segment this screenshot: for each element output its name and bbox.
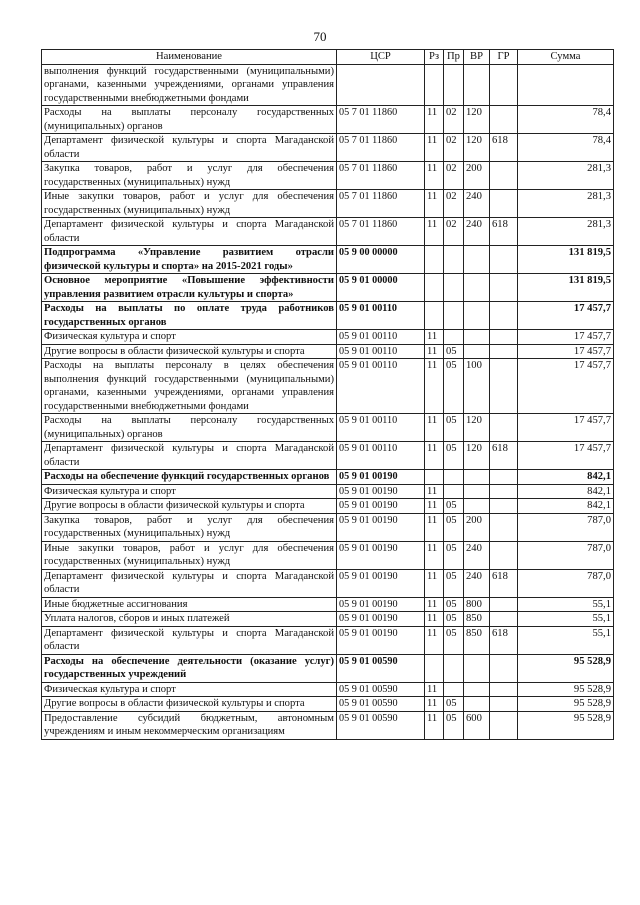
table-row: [42, 246, 614, 274]
cell-sum: 131 819,5: [518, 274, 614, 302]
cell-gr: [490, 470, 518, 485]
cell-gr: 618: [490, 569, 518, 597]
cell-name: Департамент физической культуры и спорта Магаданской области: [42, 218, 337, 246]
cell-sum: 55,1: [518, 597, 614, 612]
cell-pr: 05: [444, 541, 464, 569]
cell-pr: [444, 302, 464, 330]
cell-pr: 05: [444, 344, 464, 359]
column-header-csr: ЦСР: [337, 50, 425, 65]
page-number: 70: [313, 29, 327, 44]
cell-vr: [464, 302, 490, 330]
cell-sum: 78,4: [518, 134, 614, 162]
cell-pr: 02: [444, 106, 464, 134]
cell-pr: 02: [444, 218, 464, 246]
cell-gr: [490, 697, 518, 712]
cell-name: Подпрограмма «Управление развитием отрасли физической культуры и спорта» на 2015-2021 годы»: [42, 246, 337, 274]
cell-vr: 240: [464, 541, 490, 569]
cell-pr: 05: [444, 597, 464, 612]
cell-sum: 95 528,9: [518, 654, 614, 682]
table-row: [42, 190, 614, 218]
table-row: [42, 218, 614, 246]
cell-name: Расходы на выплаты по оплате труда работников государственных органов: [42, 302, 337, 330]
cell-rz: [425, 654, 444, 682]
column-header-sum: Сумма: [518, 50, 614, 65]
cell-csr: 05 9 00 00000: [337, 246, 425, 274]
cell-csr: 05 9 01 00190: [337, 597, 425, 612]
cell-pr: 05: [444, 711, 464, 739]
cell-vr: [464, 344, 490, 359]
cell-name: Департамент физической культуры и спорта Магаданской области: [42, 626, 337, 654]
cell-vr: 200: [464, 162, 490, 190]
cell-name: Иные бюджетные ассигнования: [42, 597, 337, 612]
cell-vr: 100: [464, 359, 490, 414]
table-row: [42, 654, 614, 682]
cell-pr: 02: [444, 134, 464, 162]
cell-name: Расходы на выплаты персоналу государственных (муниципальных) органов: [42, 414, 337, 442]
table-row: [42, 484, 614, 499]
table-row: [42, 330, 614, 345]
cell-name: Департамент физической культуры и спорта Магаданской области: [42, 442, 337, 470]
cell-pr: 05: [444, 513, 464, 541]
cell-sum: 95 528,9: [518, 682, 614, 697]
cell-gr: [490, 64, 518, 106]
cell-rz: 11: [425, 359, 444, 414]
cell-gr: [490, 330, 518, 345]
table-row: [42, 470, 614, 485]
cell-sum: 17 457,7: [518, 330, 614, 345]
table-row: [42, 274, 614, 302]
cell-csr: 05 9 01 00190: [337, 541, 425, 569]
cell-vr: 240: [464, 569, 490, 597]
cell-pr: 02: [444, 162, 464, 190]
cell-gr: [490, 302, 518, 330]
cell-name: Иные закупки товаров, работ и услуг для обеспечения государственных (муниципальных) нужд: [42, 541, 337, 569]
cell-gr: [490, 499, 518, 514]
cell-rz: 11: [425, 541, 444, 569]
cell-vr: [464, 274, 490, 302]
budget-table: [41, 49, 614, 740]
cell-rz: 11: [425, 162, 444, 190]
cell-rz: 11: [425, 513, 444, 541]
cell-name: Другие вопросы в области физической культуры и спорта: [42, 697, 337, 712]
cell-gr: [490, 682, 518, 697]
cell-pr: 05: [444, 569, 464, 597]
cell-pr: [444, 484, 464, 499]
cell-sum: 17 457,7: [518, 414, 614, 442]
cell-gr: [490, 359, 518, 414]
table-row: [42, 344, 614, 359]
cell-csr: 05 7 01 11860: [337, 190, 425, 218]
cell-vr: [464, 330, 490, 345]
cell-gr: [490, 106, 518, 134]
cell-name: Расходы на выплаты персоналу государственных (муниципальных) органов: [42, 106, 337, 134]
cell-gr: [490, 414, 518, 442]
cell-sum: 787,0: [518, 513, 614, 541]
cell-rz: 11: [425, 484, 444, 499]
cell-csr: 05 9 01 00190: [337, 484, 425, 499]
cell-gr: [490, 513, 518, 541]
cell-sum: 55,1: [518, 612, 614, 627]
cell-pr: 02: [444, 190, 464, 218]
cell-gr: [490, 711, 518, 739]
cell-pr: [444, 682, 464, 697]
cell-name: Физическая культура и спорт: [42, 682, 337, 697]
cell-vr: 120: [464, 414, 490, 442]
cell-pr: [444, 64, 464, 106]
cell-vr: 850: [464, 626, 490, 654]
cell-rz: 11: [425, 330, 444, 345]
cell-csr: 05 9 01 00590: [337, 654, 425, 682]
table-row: [42, 162, 614, 190]
cell-csr: 05 9 01 00190: [337, 569, 425, 597]
cell-gr: [490, 654, 518, 682]
cell-gr: 618: [490, 626, 518, 654]
table-row: [42, 302, 614, 330]
cell-name: выполнения функций государственными (муниципальными) органами, казенными учреждениями, органами управления государственными внебюджетными фондами: [42, 64, 337, 106]
cell-rz: 11: [425, 626, 444, 654]
cell-name: Физическая культура и спорт: [42, 484, 337, 499]
cell-gr: [490, 162, 518, 190]
cell-pr: [444, 654, 464, 682]
cell-name: Другие вопросы в области физической культуры и спорта: [42, 344, 337, 359]
cell-pr: [444, 330, 464, 345]
cell-pr: 05: [444, 612, 464, 627]
cell-vr: [464, 697, 490, 712]
table-row: [42, 134, 614, 162]
cell-rz: 11: [425, 499, 444, 514]
cell-gr: [490, 541, 518, 569]
cell-vr: [464, 484, 490, 499]
table-row: [42, 106, 614, 134]
cell-gr: [490, 597, 518, 612]
column-header-vr: ВР: [464, 50, 490, 65]
cell-name: Расходы на обеспечение деятельности (оказание услуг) государственных учреждений: [42, 654, 337, 682]
cell-gr: 618: [490, 134, 518, 162]
table-row: [42, 359, 614, 414]
cell-rz: 11: [425, 106, 444, 134]
cell-vr: [464, 654, 490, 682]
cell-name: Департамент физической культуры и спорта Магаданской области: [42, 134, 337, 162]
cell-vr: [464, 470, 490, 485]
cell-rz: 11: [425, 344, 444, 359]
cell-pr: 05: [444, 499, 464, 514]
cell-name: Расходы на выплаты персоналу в целях обеспечения выполнения функций государственными (муниципальными) органами, казенными учреждениями, органами управления государственными внебюджетными фондами: [42, 359, 337, 414]
cell-gr: 618: [490, 218, 518, 246]
cell-sum: [518, 64, 614, 106]
table-row: [42, 414, 614, 442]
cell-rz: 11: [425, 134, 444, 162]
cell-gr: [490, 274, 518, 302]
table-row: [42, 697, 614, 712]
table-header-row: [42, 50, 614, 65]
table-row: [42, 64, 614, 106]
cell-csr: [337, 64, 425, 106]
cell-rz: 11: [425, 569, 444, 597]
cell-rz: 11: [425, 414, 444, 442]
cell-vr: 850: [464, 612, 490, 627]
cell-name: Основное мероприятие «Повышение эффективности управления развитием отрасли культуры и спорта»: [42, 274, 337, 302]
cell-sum: 17 457,7: [518, 359, 614, 414]
cell-csr: 05 9 01 00190: [337, 499, 425, 514]
cell-csr: 05 9 01 00110: [337, 302, 425, 330]
cell-name: Департамент физической культуры и спорта Магаданской области: [42, 569, 337, 597]
cell-vr: [464, 682, 490, 697]
cell-vr: 120: [464, 106, 490, 134]
column-header-name: Наименование: [42, 50, 337, 65]
cell-sum: 281,3: [518, 218, 614, 246]
cell-csr: 05 9 01 00110: [337, 359, 425, 414]
cell-csr: 05 9 01 00190: [337, 513, 425, 541]
cell-csr: 05 9 01 00110: [337, 344, 425, 359]
cell-csr: 05 9 01 00190: [337, 470, 425, 485]
table-row: [42, 541, 614, 569]
cell-sum: 95 528,9: [518, 711, 614, 739]
table-row: [42, 442, 614, 470]
table-row: [42, 711, 614, 739]
cell-gr: [490, 344, 518, 359]
table-row: [42, 612, 614, 627]
cell-vr: 600: [464, 711, 490, 739]
cell-csr: 05 7 01 11860: [337, 134, 425, 162]
cell-sum: 17 457,7: [518, 344, 614, 359]
cell-vr: 240: [464, 218, 490, 246]
cell-pr: [444, 274, 464, 302]
table-row: [42, 513, 614, 541]
cell-pr: 05: [444, 359, 464, 414]
column-header-gr: ГР: [490, 50, 518, 65]
cell-name: Закупка товаров, работ и услуг для обеспечения государственных (муниципальных) нужд: [42, 513, 337, 541]
cell-csr: 05 9 01 00590: [337, 711, 425, 739]
cell-vr: 800: [464, 597, 490, 612]
cell-rz: 11: [425, 682, 444, 697]
cell-sum: 787,0: [518, 541, 614, 569]
cell-sum: 842,1: [518, 499, 614, 514]
table-row: [42, 626, 614, 654]
cell-sum: 17 457,7: [518, 442, 614, 470]
cell-vr: [464, 246, 490, 274]
cell-sum: 281,3: [518, 190, 614, 218]
cell-name: Иные закупки товаров, работ и услуг для обеспечения государственных (муниципальных) нужд: [42, 190, 337, 218]
cell-rz: 11: [425, 442, 444, 470]
cell-name: Расходы на обеспечение функций государственных органов: [42, 470, 337, 485]
cell-name: Уплата налогов, сборов и иных платежей: [42, 612, 337, 627]
cell-rz: [425, 470, 444, 485]
cell-rz: [425, 302, 444, 330]
cell-pr: 05: [444, 442, 464, 470]
cell-sum: 787,0: [518, 569, 614, 597]
cell-name: Другие вопросы в области физической культуры и спорта: [42, 499, 337, 514]
cell-sum: 131 819,5: [518, 246, 614, 274]
cell-vr: [464, 64, 490, 106]
cell-sum: 281,3: [518, 162, 614, 190]
cell-gr: 618: [490, 442, 518, 470]
cell-csr: 05 9 01 00110: [337, 414, 425, 442]
cell-csr: 05 9 01 00590: [337, 697, 425, 712]
table-row: [42, 499, 614, 514]
cell-gr: [490, 612, 518, 627]
cell-name: Закупка товаров, работ и услуг для обеспечения государственных (муниципальных) нужд: [42, 162, 337, 190]
cell-sum: 842,1: [518, 484, 614, 499]
cell-pr: 05: [444, 414, 464, 442]
cell-rz: 11: [425, 612, 444, 627]
cell-vr: [464, 499, 490, 514]
cell-sum: 55,1: [518, 626, 614, 654]
cell-rz: [425, 246, 444, 274]
table-row: [42, 682, 614, 697]
cell-rz: [425, 274, 444, 302]
cell-csr: 05 9 01 00190: [337, 626, 425, 654]
column-header-pr: Пр: [444, 50, 464, 65]
cell-vr: 200: [464, 513, 490, 541]
cell-csr: 05 9 01 00190: [337, 612, 425, 627]
table-row: [42, 597, 614, 612]
cell-pr: 05: [444, 697, 464, 712]
cell-rz: 11: [425, 218, 444, 246]
cell-name: Физическая культура и спорт: [42, 330, 337, 345]
cell-rz: 11: [425, 711, 444, 739]
cell-pr: [444, 470, 464, 485]
cell-pr: [444, 246, 464, 274]
cell-rz: [425, 64, 444, 106]
cell-sum: 95 528,9: [518, 697, 614, 712]
cell-csr: 05 7 01 11860: [337, 218, 425, 246]
cell-csr: 05 7 01 11860: [337, 106, 425, 134]
cell-rz: 11: [425, 697, 444, 712]
cell-csr: 05 9 01 00110: [337, 330, 425, 345]
cell-sum: 842,1: [518, 470, 614, 485]
cell-gr: [490, 484, 518, 499]
cell-csr: 05 9 01 00590: [337, 682, 425, 697]
cell-csr: 05 9 01 00110: [337, 442, 425, 470]
cell-rz: 11: [425, 597, 444, 612]
cell-vr: 120: [464, 134, 490, 162]
cell-vr: 240: [464, 190, 490, 218]
cell-vr: 120: [464, 442, 490, 470]
cell-rz: 11: [425, 190, 444, 218]
cell-csr: 05 9 01 00000: [337, 274, 425, 302]
cell-csr: 05 7 01 11860: [337, 162, 425, 190]
table-row: [42, 569, 614, 597]
cell-pr: 05: [444, 626, 464, 654]
cell-gr: [490, 190, 518, 218]
cell-name: Предоставление субсидий бюджетным, автономным учреждениям и иным некоммерческим организациям: [42, 711, 337, 739]
column-header-rz: Рз: [425, 50, 444, 65]
cell-sum: 78,4: [518, 106, 614, 134]
cell-gr: [490, 246, 518, 274]
cell-sum: 17 457,7: [518, 302, 614, 330]
